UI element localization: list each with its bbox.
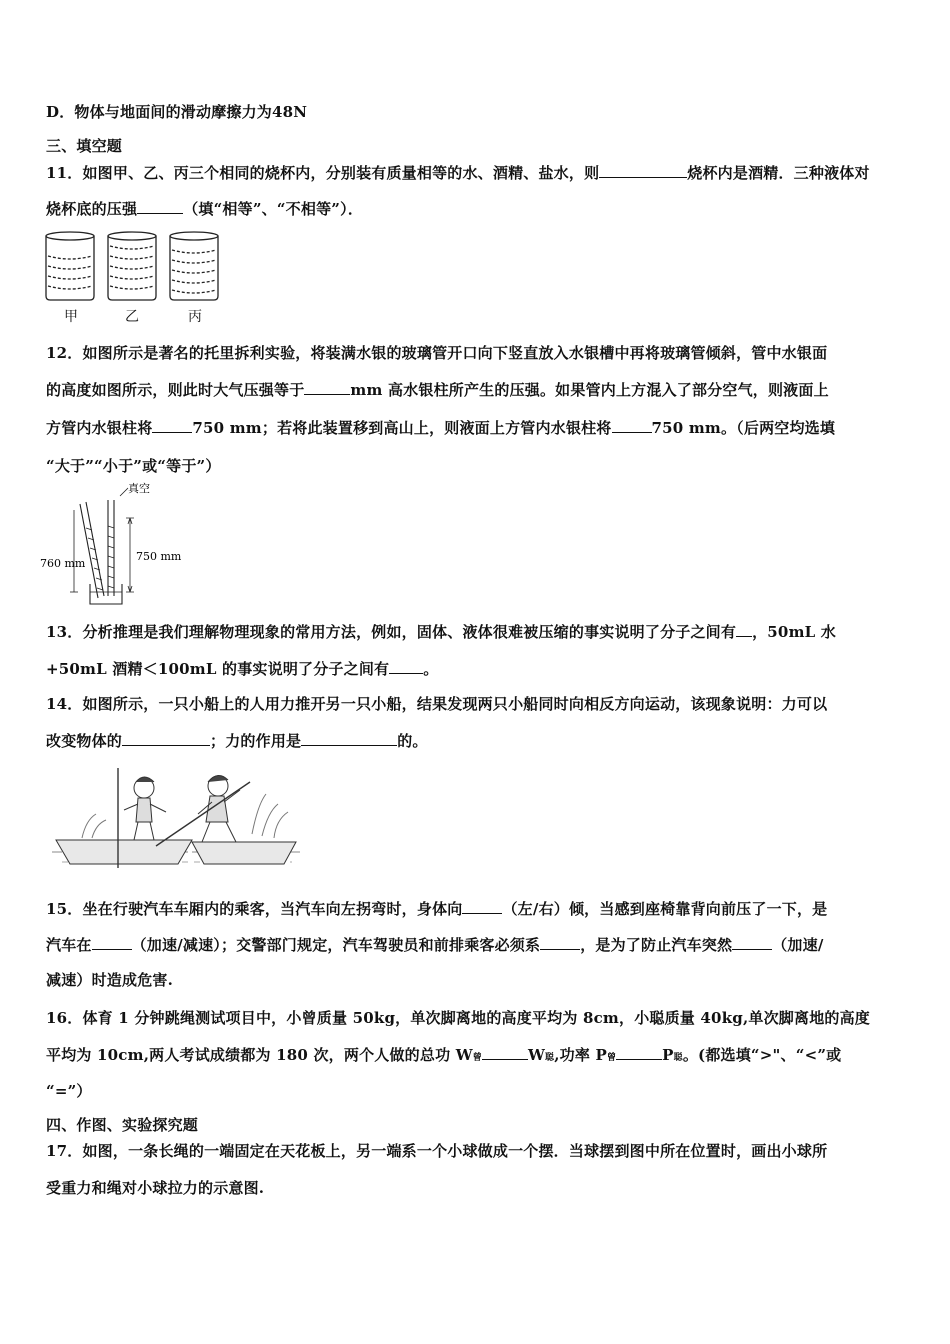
- beaker-label-yi: 乙: [125, 309, 139, 325]
- torricelli-figure: [40, 480, 210, 610]
- q15-line3: 减速）时造成危害.: [46, 971, 174, 989]
- q11-blank2: [137, 199, 183, 214]
- q13-line1: 13．分析推理是我们理解物理现象的常用方法，例如，固体、液体很难被压缩的事实说明了分子之间有 ，50mL 水: [46, 623, 837, 641]
- right-boat: [192, 842, 296, 864]
- q12-line4: “大于”“小于”或“等于”）: [46, 457, 221, 475]
- q13-blank1: [736, 622, 752, 637]
- q12-line1: 12．如图所示是著名的托里拆利实验，将装满水银的玻璃管开口向下竖直放入水银槽中再将玻璃管倾斜，管中水银面: [46, 344, 828, 362]
- q13-line2: +50mL 酒精＜100mL 的事实说明了分子之间有 。: [46, 660, 439, 678]
- right-pole: [156, 782, 250, 846]
- reeds-right: [252, 794, 288, 838]
- q15-blank2: [92, 935, 132, 950]
- q17-line1: 17．如图，一条长绳的一端固定在天花板上，另一端系一个小球做成一个摆．当球摆到图中所在位置时，画出小球所: [46, 1142, 828, 1160]
- beaker-jia: [46, 232, 94, 300]
- q17-line2: 受重力和绳对小球拉力的示意图.: [46, 1179, 265, 1197]
- q16-blank1: [482, 1045, 528, 1060]
- q15-blank1: [462, 899, 502, 914]
- q15-line1: 15．坐在行驶汽车车厢内的乘客，当汽车向左拐弯时，身体向 （左/右）倾，当感到座椅靠背向前压了一下，是: [46, 900, 828, 918]
- q16-line2: 平均为 10cm,两人考试成绩都为 180 次，两个人做的总功 W曾 W聪,功率 P曾 P聪。(都选填“>"、“<”或: [46, 1046, 842, 1064]
- boats-figure: [52, 764, 300, 876]
- label-760mm: 760 mm: [40, 557, 86, 570]
- beaker-label-bing: 丙: [188, 309, 202, 325]
- q14-line1: 14．如图所示，一只小船上的人用力推开另一只小船，结果发现两只小船同时向相反方向运动，该现象说明：力可以: [46, 695, 828, 713]
- reeds-left: [82, 814, 106, 838]
- mercury-trough: [90, 584, 122, 604]
- q16-blank2: [616, 1045, 662, 1060]
- q15-blank4: [732, 935, 772, 950]
- label-750mm: 750 mm: [136, 550, 182, 563]
- beaker-label-jia: 甲: [64, 309, 78, 325]
- section-drawing: 四、作图、实验探究题: [46, 1116, 199, 1134]
- beaker-yi: [108, 232, 156, 300]
- q12-line2: 的高度如图所示，则此时大气压强等于 mm 高水银柱所产生的压强。如果管内上方混入了部分空气，则液面上: [46, 381, 829, 399]
- q14-line2: 改变物体的 ；力的作用是 的。: [46, 732, 428, 750]
- q12-blank1: [304, 380, 350, 395]
- left-child: [124, 777, 166, 840]
- q12-blank3: [612, 418, 652, 433]
- q11-blank1: [599, 163, 687, 178]
- q16-line1: 16．体育 1 分钟跳绳测试项目中，小曾质量 50kg，单次脚离地的高度平均为 8cm，小聪质量 40kg,单次脚离地的高度: [46, 1009, 871, 1027]
- beaker-bing: [170, 232, 218, 300]
- label-vacuum: 真空: [128, 482, 150, 495]
- q12-blank2: [152, 418, 192, 433]
- beakers-figure: [42, 228, 232, 304]
- q15-line2: 汽车在 （加速/减速）；交警部门规定，汽车驾驶员和前排乘客必须系 ，是为了防止汽车突然 （加速/: [46, 936, 824, 954]
- q14-blank2: [301, 731, 397, 746]
- option-d: D．物体与地面间的滑动摩擦力为48N: [46, 103, 308, 121]
- left-boat: [56, 840, 192, 864]
- q14-blank1: [122, 731, 210, 746]
- q12-line3: 方管内水银柱将 750 mm；若将此装置移到高山上，则液面上方管内水银柱将 750 mm。（后两空均选填: [46, 419, 836, 437]
- q13-blank2: [389, 659, 423, 674]
- q11-line2: 烧杯底的压强 （填“相等”、“不相等”）．: [46, 200, 364, 218]
- q11-line1: 11．如图甲、乙、丙三个相同的烧杯内，分别装有质量相等的水、酒精、盐水，则 烧杯内是酒精．三种液体对: [46, 164, 870, 182]
- q16-line3: “=”）: [46, 1082, 92, 1100]
- section-fill-blank: 三、填空题: [46, 137, 123, 155]
- right-child: [198, 775, 240, 842]
- q15-blank3: [540, 935, 580, 950]
